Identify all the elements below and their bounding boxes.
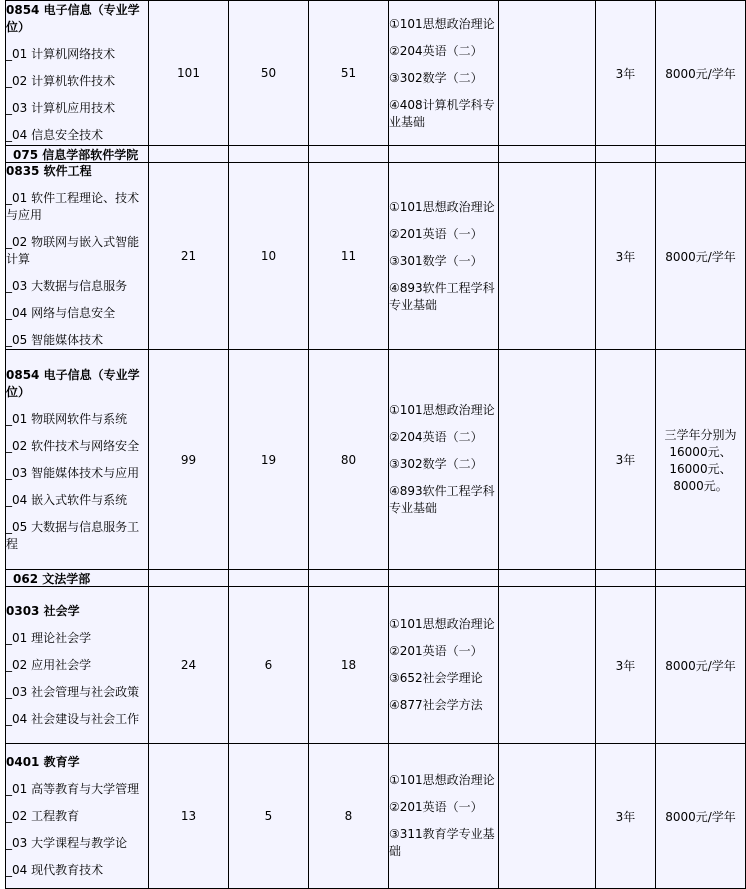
tuition-fee: 8000元/学年 bbox=[656, 163, 746, 350]
exam-subject: ①101思想政治理论 bbox=[389, 617, 495, 631]
exam-subject: ③302数学（二） bbox=[389, 457, 483, 471]
duration: 3年 bbox=[596, 350, 656, 570]
major-title: 0303 社会学 bbox=[6, 603, 80, 618]
research-direction: _03 大数据与信息服务 bbox=[6, 279, 128, 293]
empty-cell bbox=[499, 587, 596, 744]
duration: 3年 bbox=[596, 1, 656, 146]
empty-cell bbox=[596, 146, 656, 163]
table-row bbox=[6, 163, 746, 350]
exam-subjects bbox=[389, 744, 499, 889]
research-direction: _03 计算机应用技术 bbox=[6, 101, 116, 115]
count-b: 8 bbox=[309, 744, 389, 889]
major-title: 0835 软件工程 bbox=[6, 164, 92, 178]
empty-cell bbox=[149, 570, 229, 587]
table-row bbox=[6, 587, 746, 744]
empty-cell bbox=[499, 163, 596, 350]
count-b: 18 bbox=[309, 587, 389, 744]
total-count: 24 bbox=[149, 587, 229, 744]
major-cell bbox=[6, 1, 149, 146]
empty-cell bbox=[656, 146, 746, 163]
research-direction: _04 社会建设与社会工作 bbox=[6, 711, 140, 726]
exam-subjects bbox=[389, 350, 499, 570]
exam-subject: ③311教育学专业基础 bbox=[389, 827, 495, 858]
empty-cell bbox=[309, 146, 389, 163]
total-count: 99 bbox=[149, 350, 229, 570]
count-b: 51 bbox=[309, 1, 389, 146]
count-b: 11 bbox=[309, 163, 389, 350]
research-direction: _02 软件技术与网络安全 bbox=[6, 438, 140, 453]
empty-cell bbox=[499, 350, 596, 570]
research-direction: _02 计算机软件技术 bbox=[6, 74, 116, 88]
exam-subject: ②201英语（一） bbox=[389, 644, 483, 658]
empty-cell bbox=[149, 146, 229, 163]
empty-cell bbox=[499, 570, 596, 587]
dept-row bbox=[6, 570, 746, 587]
tuition-fee: 8000元/学年 bbox=[656, 744, 746, 889]
research-direction: _01 理论社会学 bbox=[6, 630, 92, 645]
dept-row bbox=[6, 146, 746, 163]
exam-subject: ④893软件工程学科专业基础 bbox=[389, 280, 495, 312]
empty-cell bbox=[309, 570, 389, 587]
total-count: 13 bbox=[149, 744, 229, 889]
research-direction: _01 软件工程理论、技术与应用 bbox=[6, 191, 140, 222]
research-direction: _02 工程教育 bbox=[6, 808, 80, 823]
research-direction: _03 智能媒体技术与应用 bbox=[6, 465, 140, 480]
dept-name: 075 信息学部软件学院 bbox=[6, 146, 149, 163]
research-direction: _04 网络与信息安全 bbox=[6, 306, 116, 320]
research-direction: _05 大数据与信息服务工程 bbox=[6, 519, 140, 551]
empty-cell bbox=[229, 570, 309, 587]
exam-subject: ②201英语（一） bbox=[389, 800, 483, 814]
exam-subjects bbox=[389, 163, 499, 350]
research-direction: _01 高等教育与大学管理 bbox=[6, 781, 140, 796]
total-count: 21 bbox=[149, 163, 229, 350]
table-row bbox=[6, 350, 746, 570]
table-body bbox=[6, 1, 746, 889]
exam-subject: ④877社会学方法 bbox=[389, 698, 483, 712]
empty-cell bbox=[389, 570, 499, 587]
table-row bbox=[6, 1, 746, 146]
total-count: 101 bbox=[149, 1, 229, 146]
exam-subject: ③302数学（二） bbox=[389, 70, 483, 85]
exam-subject: ②201英语（一） bbox=[389, 226, 483, 241]
research-direction: _01 计算机网络技术 bbox=[6, 47, 116, 61]
research-direction: _02 应用社会学 bbox=[6, 657, 92, 672]
research-direction: _01 物联网软件与系统 bbox=[6, 411, 128, 426]
major-cell bbox=[6, 350, 149, 570]
research-direction: _05 智能媒体技术 bbox=[6, 333, 104, 347]
count-a: 10 bbox=[229, 163, 309, 350]
exam-subjects bbox=[389, 1, 499, 146]
exam-subject: ②204英语（二） bbox=[389, 43, 483, 58]
exam-subject: ②204英语（二） bbox=[389, 430, 483, 444]
major-cell bbox=[6, 587, 149, 744]
exam-subject: ①101思想政治理论 bbox=[389, 16, 495, 31]
empty-cell bbox=[499, 146, 596, 163]
major-cell bbox=[6, 163, 149, 350]
empty-cell bbox=[596, 570, 656, 587]
exam-subjects bbox=[389, 587, 499, 744]
empty-cell bbox=[499, 744, 596, 889]
major-cell bbox=[6, 744, 149, 889]
research-direction: _04 信息安全技术 bbox=[6, 128, 104, 142]
tuition-fee: 8000元/学年 bbox=[656, 1, 746, 146]
research-direction: _03 大学课程与教学论 bbox=[6, 835, 128, 850]
duration: 3年 bbox=[596, 744, 656, 889]
duration: 3年 bbox=[596, 587, 656, 744]
research-direction: _04 嵌入式软件与系统 bbox=[6, 492, 128, 507]
tuition-fee: 三学年分别为16000元、16000元、8000元。 bbox=[656, 350, 746, 570]
major-title: 0854 电子信息（专业学位） bbox=[6, 3, 140, 34]
exam-subject: ①101思想政治理论 bbox=[389, 199, 495, 214]
dept-name: 062 文法学部 bbox=[6, 570, 149, 587]
exam-subject: ④408计算机学科专业基础 bbox=[389, 97, 495, 129]
admissions-table bbox=[5, 0, 746, 889]
exam-subject: ①101思想政治理论 bbox=[389, 403, 495, 417]
research-direction: _04 现代教育技术 bbox=[6, 862, 104, 877]
exam-subject: ④893软件工程学科专业基础 bbox=[389, 484, 495, 515]
empty-cell bbox=[389, 146, 499, 163]
exam-subject: ③301数学（一） bbox=[389, 253, 483, 268]
count-a: 5 bbox=[229, 744, 309, 889]
exam-subject: ③652社会学理论 bbox=[389, 671, 483, 685]
empty-cell bbox=[499, 1, 596, 146]
major-title: 0854 电子信息（专业学位） bbox=[6, 367, 140, 399]
exam-subject: ①101思想政治理论 bbox=[389, 773, 495, 787]
empty-cell bbox=[656, 570, 746, 587]
research-direction: _03 社会管理与社会政策 bbox=[6, 684, 140, 699]
empty-cell bbox=[229, 146, 309, 163]
duration: 3年 bbox=[596, 163, 656, 350]
count-a: 50 bbox=[229, 1, 309, 146]
tuition-fee: 8000元/学年 bbox=[656, 587, 746, 744]
table-row bbox=[6, 744, 746, 889]
research-direction: _02 物联网与嵌入式智能计算 bbox=[6, 235, 140, 266]
count-a: 19 bbox=[229, 350, 309, 570]
count-b: 80 bbox=[309, 350, 389, 570]
major-title: 0401 教育学 bbox=[6, 754, 80, 769]
count-a: 6 bbox=[229, 587, 309, 744]
